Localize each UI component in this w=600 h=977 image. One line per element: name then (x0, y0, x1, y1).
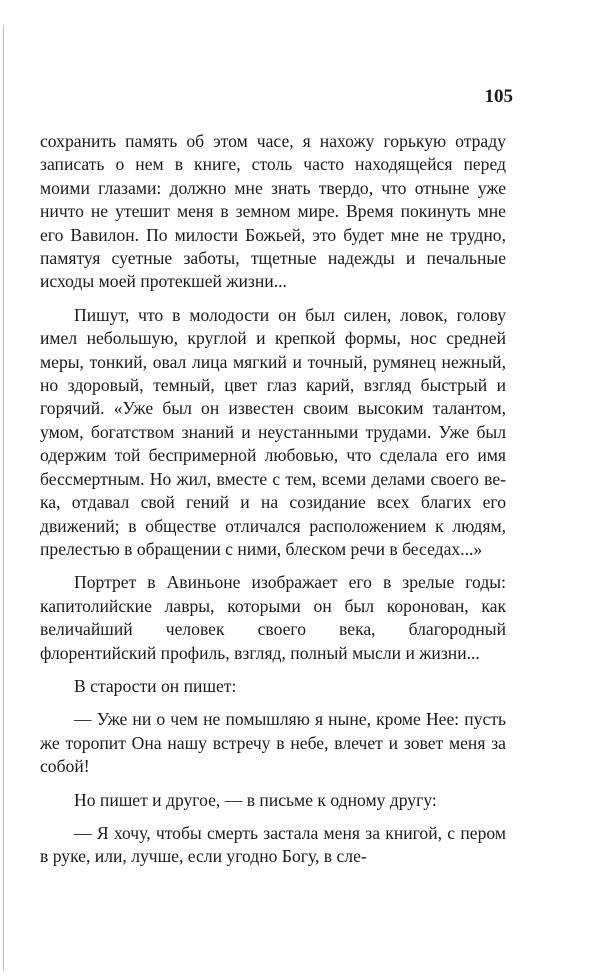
body-text (40, 130, 506, 869)
paragraph-5: — Уже ни о чем не помышляю я ныне, кроме Нее: пусть же торопит Она нашу встречу в небе, влечет и зовет меня за собой! (40, 709, 506, 777)
paragraph-3: Портрет в Авиньоне изображает его в зрелые годы: капитолийские лавры, которыми он был коронован, как величайший человек своего века, благородный флорентийский профиль, взгляд, полный мысли и жизни... (40, 572, 506, 663)
paragraph-1: сохранить память об этом часе, я нахожу горькую отраду записать о нем в книге, столь часто находящейся перед моими глазами: должно мне знать твердо, что отныне уже ничто не утешит меня в земном мире. Время покинуть мне его Вавилон. По милости Божьей, это будет мне не трудно, памятуя суетные заботы, тщетные надежды и печальные исходы моей протекшей жизни... (40, 131, 506, 292)
paragraph-2: Пишут, что в молодости он был силен, ловок, голову имел небольшую, круглой и крепкой формы, нос средней меры, тонкий, овал лица мягкий и точный, румянец нежный, но здоровый, темный, цвет глаз карий, взгляд быстрый и горячий. «Уже был он известен своим высоким талантом, умом, богатством знаний и неустанными трудами. Уже был одержим той беспримерной любовью, что сделала его имя бессмертным. Но жил, вместе с тем, всеми делами своего века, отдавал свой гений и на созидание всех благих его движений; в обществе отличался расположением к людям, прелестью в обращении с ними, блеском речи в беседах...» (40, 304, 506, 559)
page-edge-divider (3, 25, 4, 970)
page-number: 105 (484, 86, 513, 107)
paragraph-4: В старости он пишет: (74, 675, 237, 696)
paragraph-6: Но пишет и другое, — в письме к одному другу: (74, 789, 437, 810)
paragraph-7: — Я хочу, чтобы смерть застала меня за книгой, с пером в руке, или, лучше, если угодно Богу, в сле- (40, 822, 506, 867)
